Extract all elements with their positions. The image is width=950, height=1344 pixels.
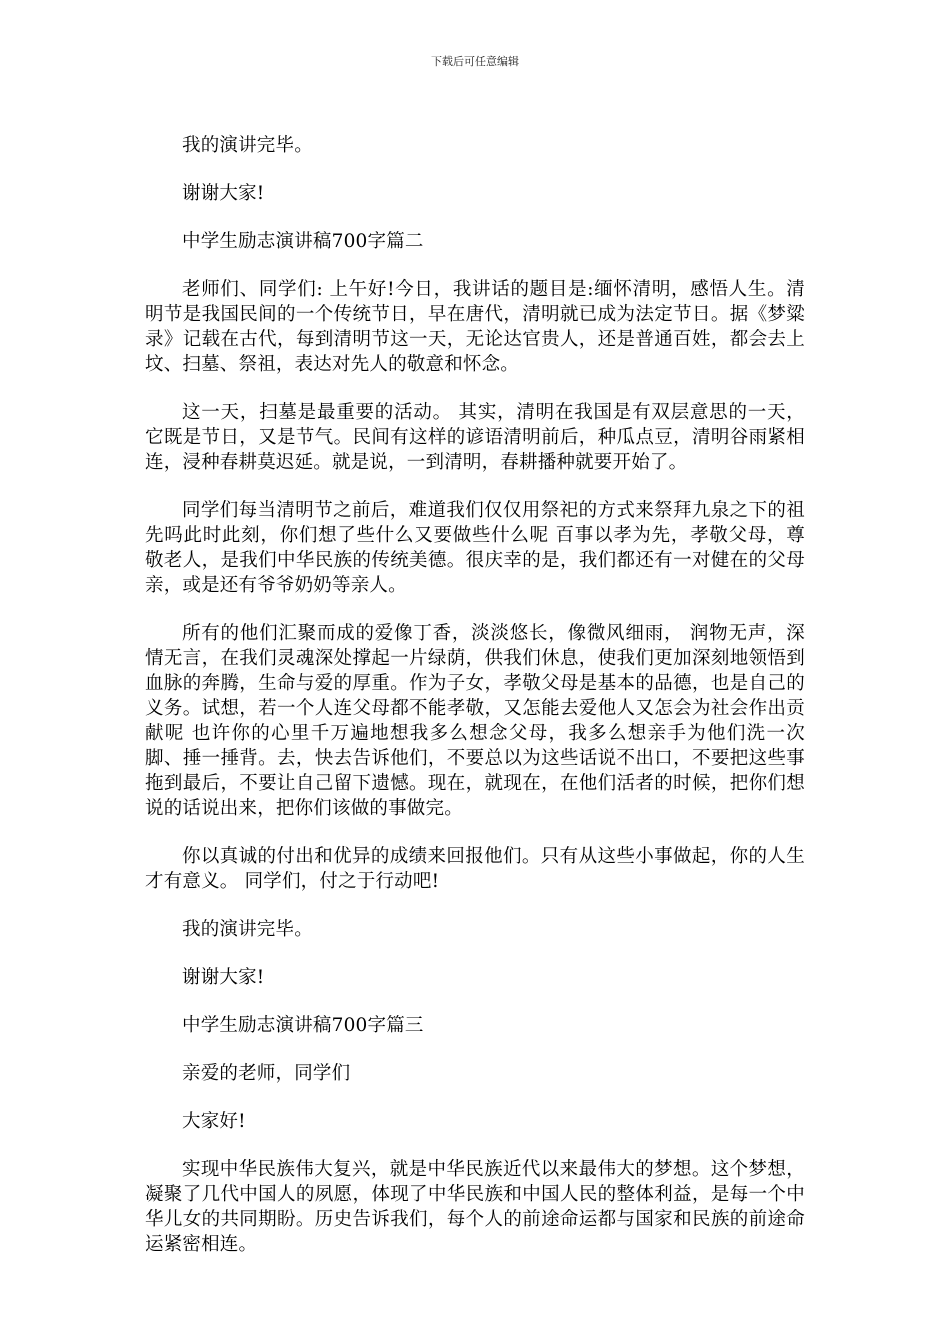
body-paragraph: 你以真诚的付出和优异的成绩来回报他们。只有从这些小事做起，你的人生才有意义。 同学们，付之于行动吧! bbox=[145, 846, 805, 892]
body-paragraph: 所有的他们汇聚而成的爱像丁香，淡淡悠长，像微风细雨， 润物无声，深情无言，在我们灵魂深处撑起一片绿荫，供我们休息，使我们更加深刻地领悟到血脉的奔腾，生命与爱的厚重。作为子女，孝敬父母是基本的品德，也是自己的义务。试想，若一个人连父母都不能孝敬，又怎能去爱他人又怎会为社会作出贡献呢 也许你的心里千万遍地想我多么想念父母，我多么想亲手为他们洗一次脚、捶一捶背。去，快去告诉他们，不要总以为这些话说不出口，不要把这些事拖到最后，不要让自己留下遗憾。现在，就现在，在他们活者的时候，把你们想说的话说出来，把你们该做的事做完。 bbox=[145, 623, 805, 819]
salutation-line: 亲爱的老师，同学们 bbox=[182, 1063, 351, 1084]
thanks-line: 谢谢大家! bbox=[182, 967, 265, 988]
body-paragraph: 这一天，扫墓是最重要的活动。 其实，清明在我国是有双层意思的一天，它既是节日，又是节气。民间有这样的谚语清明前后，种瓜点豆，清明谷雨紧相连，浸种春耕莫迟延。就是说，一到清明，春耕播种就要开始了。 bbox=[145, 402, 805, 473]
page-header: 下载后可任意编辑 bbox=[431, 55, 519, 68]
closing-line: 我的演讲完毕。 bbox=[182, 135, 313, 156]
body-paragraph: 同学们每当清明节之前后，难道我们仅仅用祭祀的方式来祭拜九泉之下的祖先吗此时此刻，你们想了些什么又要做些什么呢 百事以孝为先，孝敬父母，尊敬老人，是我们中华民族的传统美德。很庆幸的是，我们都还有一对健在的父母亲，或是还有爷爷奶奶等亲人。 bbox=[145, 500, 805, 596]
thanks-line: 谢谢大家! bbox=[182, 183, 265, 204]
document-body bbox=[145, 133, 805, 1280]
section-title: 中学生励志演讲稿700字篇二 bbox=[182, 231, 424, 252]
body-paragraph: 实现中华民族伟大复兴，就是中华民族近代以来最伟大的梦想。这个梦想，凝聚了几代中国人的夙愿，体现了中华民族和中国人民的整体利益，是每一个中华儿女的共同期盼。历史告诉我们，每个人的前途命运都与国家和民族的前途命运紧密相连。 bbox=[145, 1159, 805, 1255]
section-title: 中学生励志演讲稿700字篇三 bbox=[182, 1015, 424, 1036]
greeting-line: 大家好! bbox=[182, 1111, 246, 1132]
closing-line: 我的演讲完毕。 bbox=[182, 919, 313, 940]
body-paragraph: 老师们、同学们: 上午好!今日，我讲话的题目是:缅怀清明，感悟人生。清明节是我国民间的一个传统节日，早在唐代，清明就已成为法定节日。据《梦粱录》记载在古代，每到清明节这一天，无论达官贵人，还是普通百姓，都会去上坟、扫墓、祭祖，表达对先人的敬意和怀念。 bbox=[145, 279, 805, 375]
